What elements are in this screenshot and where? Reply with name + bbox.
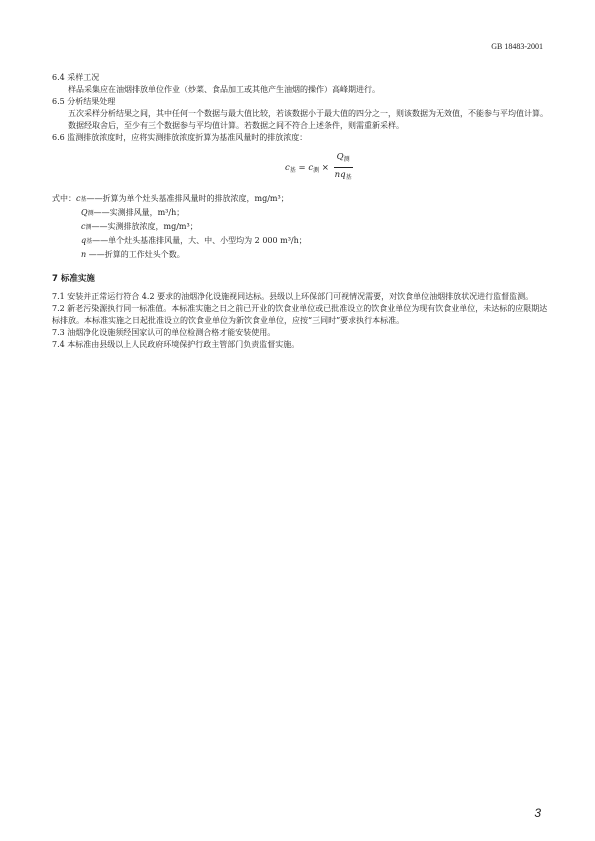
concentration-formula — [285, 151, 353, 184]
legend-symbol: c — [81, 222, 86, 231]
legend-text: ——实测排放浓度，mg/m³； — [91, 222, 198, 231]
standard-code: GB 18483-2001 — [491, 42, 543, 51]
formula-numerator-symbol: Q — [336, 152, 344, 162]
legend-symbol-sub: 基 — [80, 196, 87, 203]
section-6-5-body: 五次采样分析结果之间，其中任何一个数据与最大值比较，若该数据小于最大值的四分之一，则该数据为无效值，不能参与平均值计算。数据经取舍后，至少有三个数据参与平均值计算。若数据之间不符合上述条件，则需重新采样。 — [68, 109, 548, 130]
formula-denominator — [334, 168, 353, 184]
legend-text: ——实测排风量，m³/h； — [93, 208, 185, 217]
legend-symbol: Q — [81, 208, 88, 217]
section-7-title: 7 标准实施 — [52, 274, 95, 284]
legend-row — [52, 249, 548, 263]
legend-row — [52, 221, 548, 235]
formula-equals: = — [295, 163, 309, 173]
formula-denominator-symbol: nq — [334, 170, 346, 180]
legend-text: ——折算的工作灶头个数。 — [86, 250, 185, 259]
formula-fraction — [334, 151, 353, 184]
legend-symbol-sub: 测 — [87, 210, 94, 217]
section-7-2: 7.2 新老污染源执行同一标准值。本标准实施之日之前已开业的饮食业单位或已批准设立的饮食业单位为现有饮食业单位，未达标的应限期达标排放。本标准实施之日起批准设立的饮食业单位为新饮食业单位，应按“三同时”要求执行本标准。 — [52, 304, 548, 325]
section-6-5-title: 6.5 分析结果处理 — [52, 97, 116, 106]
formula-numerator-sub: 测 — [343, 156, 350, 163]
section-7-3: 7.3 油烟净化设施须经国家认可的单位检测合格才能安装使用。 — [52, 328, 276, 337]
page-number: 3 — [534, 806, 541, 820]
legend-symbol-sub: 测 — [85, 224, 92, 231]
formula-denominator-sub: 基 — [345, 174, 352, 181]
formula-lhs: c — [285, 163, 290, 173]
formula-numerator — [334, 151, 353, 168]
formula-block — [52, 149, 548, 187]
legend-symbol: q — [81, 236, 87, 245]
legend-text: ——单个灶头基准排风量，大、中、小型均为 2 000 m³/h； — [92, 236, 307, 245]
section-6-4-body: 样品采集应在油烟排放单位作业（炒菜、食品加工或其他产生油烟的操作）高峰期进行。 — [68, 85, 380, 94]
legend-symbol: n — [81, 250, 87, 259]
formula-c: c — [308, 163, 314, 173]
legend-row — [52, 235, 548, 249]
formula-lhs-sub: 基 — [289, 167, 296, 174]
legend-row — [52, 193, 548, 207]
section-7-1: 7.1 安装并正常运行符合 4.2 要求的油烟净化设施视同达标。县级以上环保部门可视情况需要，对饮食单位油烟排放状况进行监督监测。 — [52, 292, 534, 301]
legend-text: ——折算为单个灶头基准排风量时的排放浓度，mg/m³； — [86, 194, 289, 203]
formula-c-sub: 测 — [313, 167, 320, 174]
legend-symbol-sub: 基 — [86, 238, 93, 245]
formula-legend — [52, 193, 548, 263]
legend-symbol: c — [76, 194, 81, 203]
section-7-4: 7.4 本标准由县级以上人民政府环境保护行政主管部门负责监督实施。 — [52, 340, 300, 349]
section-6-6-title: 6.6 监测排放浓度时，应将实测排放浓度折算为基准风量时的排放浓度： — [52, 133, 308, 142]
legend-row — [52, 207, 548, 221]
legend-lead: 式中： — [52, 194, 76, 203]
formula-times: × — [319, 163, 332, 173]
document-body — [52, 72, 548, 351]
section-6-4-title: 6.4 采样工况 — [52, 73, 100, 82]
